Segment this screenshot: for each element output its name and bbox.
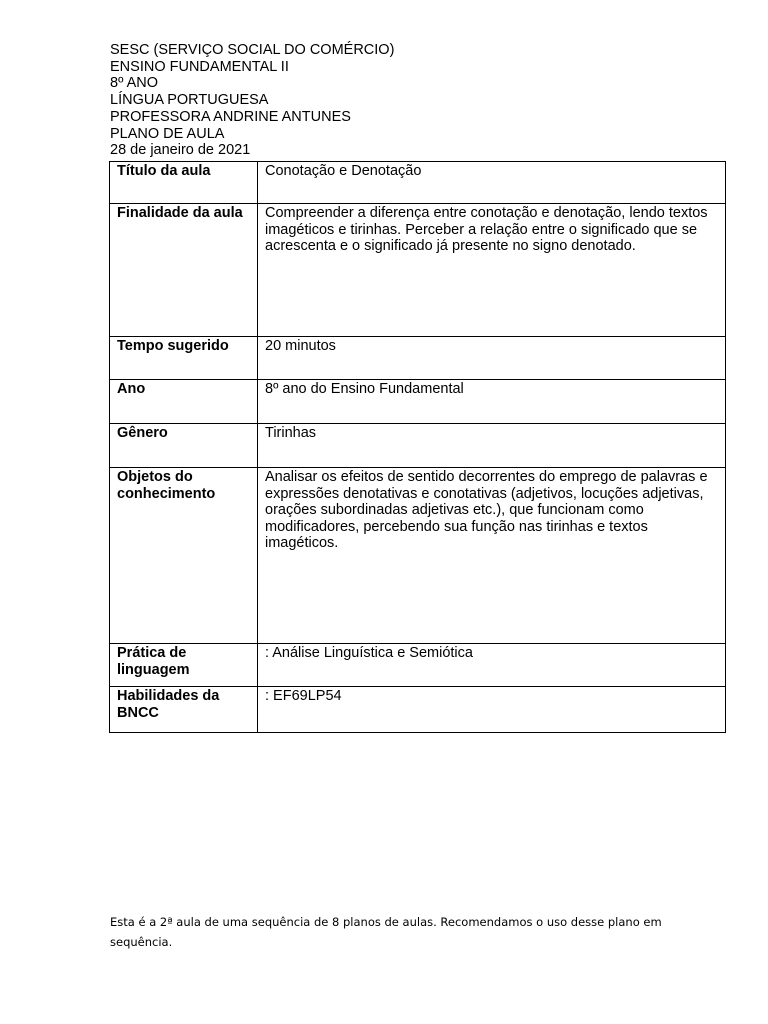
row-label-skills: Habilidades da BNCC	[110, 687, 258, 733]
row-value-time: 20 minutos	[258, 337, 726, 380]
header-institution: SESC (SERVIÇO SOCIAL DO COMÉRCIO)	[110, 42, 395, 58]
row-value-knowledge: Analisar os efeitos de sentido decorrentes do emprego de palavras e expressões denotativas e conotativas (adjetivos, locuções adjetivas, orações subordinadas adjetivas etc.), que funcionam como modificadores, percebendo sua função nas tirinhas e textos imagéticos.	[258, 468, 726, 644]
header-date: 28 de janeiro de 2021	[110, 142, 251, 159]
header-doc-type: PLANO DE AULA	[110, 125, 225, 142]
table-row	[110, 468, 726, 644]
header-level: ENSINO FUNDAMENTAL II	[110, 58, 289, 75]
row-label-knowledge: Objetos do conhecimento	[110, 468, 258, 644]
table-row	[110, 424, 726, 468]
table-row	[110, 380, 726, 424]
row-label-practice: Prática de linguagem	[110, 644, 258, 687]
lesson-plan-table	[109, 161, 726, 733]
table-row	[110, 204, 726, 337]
row-label-time: Tempo sugerido	[110, 337, 258, 380]
row-label-year: Ano	[110, 380, 258, 424]
row-value-title: Conotação e Denotação	[258, 162, 726, 204]
table-row	[110, 644, 726, 687]
header-teacher: PROFESSORA ANDRINE ANTUNES	[110, 108, 351, 125]
header-grade: 8º ANO	[110, 75, 159, 92]
footer-note: Esta é a 2ª aula de uma sequência de 8 planos de aulas. Recomendamos o uso desse plano em sequência.	[110, 915, 662, 949]
row-label-title: Título da aula	[110, 162, 258, 204]
table-row	[110, 337, 726, 380]
row-value-genre: Tirinhas	[258, 424, 726, 468]
document-header	[110, 42, 394, 159]
row-label-purpose: Finalidade da aula	[110, 204, 258, 337]
row-value-skills: : EF69LP54	[258, 687, 726, 733]
row-value-year: 8º ano do Ensino Fundamental	[258, 380, 726, 424]
header-subject: LÍNGUA PORTUGUESA	[110, 92, 269, 109]
row-label-genre: Gênero	[110, 424, 258, 468]
row-value-purpose: Compreender a diferença entre conotação e denotação, lendo textos imagéticos e tirinhas. Perceber a relação entre o significado que se acrescenta e o significado já presente no signo denotado.	[258, 204, 726, 337]
row-value-practice: : Análise Linguística e Semiótica	[258, 644, 726, 687]
table-row	[110, 162, 726, 204]
table-row	[110, 687, 726, 733]
